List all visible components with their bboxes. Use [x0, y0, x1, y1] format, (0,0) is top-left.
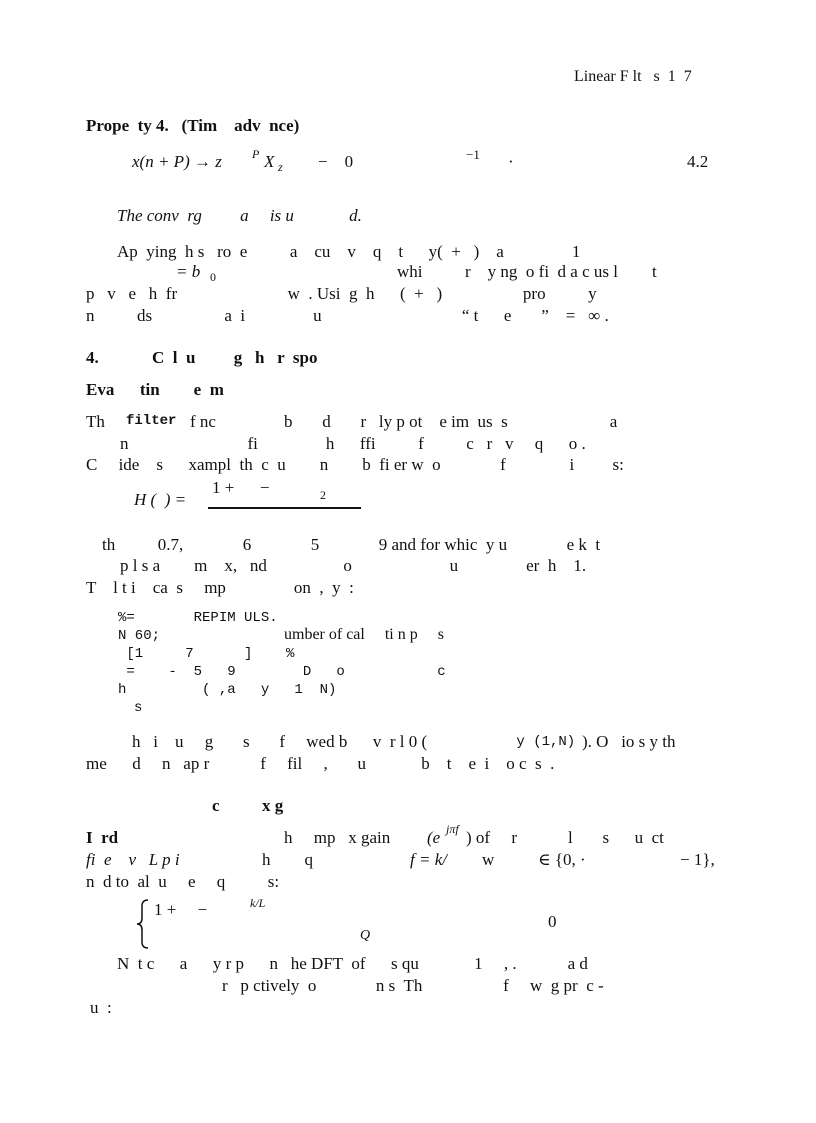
- paragraph-2-line-3: C ide s xampl th c u n b fi er w o f i s:: [86, 455, 624, 474]
- left-brace: [134, 898, 152, 950]
- paragraph-3-line-2: p l s a m x, nd o u er h 1.: [120, 556, 587, 575]
- section-number: 4.: [86, 348, 99, 367]
- paragraph-5-line-1-c: (e: [427, 828, 441, 847]
- paragraph-2-line-1-a: Th: [86, 412, 105, 431]
- paragraph-5-line-2-e: ∈ {0, ·: [538, 850, 586, 869]
- paragraph-5-line-2-c: f = k/: [410, 850, 447, 869]
- subsection-2-heading: c x g: [212, 796, 284, 815]
- transfer-function-numerator: 1 + −: [212, 478, 300, 497]
- property-equation-x: X: [264, 152, 275, 171]
- paragraph-1-line-2-sub: 0: [210, 270, 216, 284]
- cases-value: 0: [548, 912, 557, 931]
- paragraph-6-line-1: N t c a y r p n he DFT of s qu 1 , . a d: [117, 954, 588, 973]
- paragraph-6-line-3: u :: [90, 998, 112, 1017]
- code-line-5: h ( ,a y 1 N): [118, 682, 337, 698]
- code-line-1: %= REPIM ULS.: [118, 610, 278, 626]
- paragraph-5-line-1-d: ) of r l s u ct: [466, 828, 664, 847]
- paragraph-5-line-1-a: I rd: [86, 828, 119, 847]
- paragraph-6-line-2: r p ctively o n s Th f w g pr c -: [222, 976, 604, 995]
- code-line-2: N 60;: [118, 628, 161, 644]
- fraction-bar: [208, 507, 361, 509]
- paragraph-5-line-2-a: fi e v L p i: [86, 850, 180, 869]
- paragraph-1-line-3: p v e h fr w . Usi g h ( + ) pro y: [86, 284, 597, 303]
- paragraph-4-code: y (1,N): [508, 734, 576, 750]
- paragraph-1-line-1: Ap ying h s ro e a cu v q t y( + ) a 1: [117, 242, 581, 261]
- paragraph-2-line-1-b: f nc b d r ly p ot e im us s a: [190, 412, 618, 431]
- paragraph-3-line-1: th 0.7, 6 5 9 and for whic y u e k t: [102, 535, 601, 554]
- transfer-function-num-sub: 2: [320, 488, 326, 502]
- section-title: C l u g h r spo: [152, 348, 318, 367]
- convergence-note: The conv rg a is u d.: [117, 206, 362, 225]
- filter-code: filter: [126, 413, 177, 429]
- property-equation-lhs: x(n + P) → z: [132, 152, 222, 171]
- cases-row-1-sup: k/L: [250, 896, 266, 910]
- paragraph-5-line-3: n d to al u e q s:: [86, 872, 280, 891]
- paragraph-5-line-1-sup: jπf: [446, 822, 459, 836]
- subsection-heading: Eva tin e m: [86, 380, 224, 399]
- cases-row-1: 1 + −: [154, 900, 208, 919]
- paragraph-3-line-3: T l t i ca s mp on , y :: [86, 578, 354, 597]
- property-equation-minus: − 0: [318, 152, 354, 171]
- paragraph-4-line-1-b: ). O io s y th: [582, 732, 676, 751]
- paragraph-1-line-4: n ds a i u “ t e ” = ∞ .: [86, 306, 609, 325]
- transfer-function-lhs: H ( ) =: [134, 490, 187, 509]
- code-line-4: = - 5 9 D o c: [118, 664, 446, 680]
- paragraph-2-line-2: n fi h ffi f c r v q o .: [120, 434, 586, 453]
- property-equation-exp: −1: [466, 147, 480, 162]
- equation-number: 4.2: [687, 152, 709, 171]
- cases-row-2-sub: Q: [360, 928, 371, 943]
- running-head: Linear F lt s 1 7: [574, 68, 692, 85]
- property-equation-sup: P: [252, 147, 260, 161]
- property-equation-sub: z: [278, 160, 283, 174]
- paragraph-1-line-2-a: = b: [176, 262, 201, 281]
- paragraph-5-line-1-b: h mp x gain: [284, 828, 391, 847]
- paragraph-5-line-2-f: − 1},: [680, 850, 715, 869]
- paragraph-4-line-1-a: h i u g s f wed b v r l 0 (: [132, 732, 428, 751]
- paragraph-1-line-2-c: whi r y ng o fi d a c us l t: [397, 262, 657, 281]
- property-heading: Prope ty 4. (Tim adv nce): [86, 116, 300, 135]
- code-line-6: s: [134, 700, 143, 716]
- paragraph-5-line-2-d: w: [482, 850, 495, 869]
- paragraph-5-line-2-b: h q: [262, 850, 313, 869]
- code-line-2-comment: umber of cal ti n p s: [284, 626, 444, 643]
- code-line-3: [1 7 ] %: [118, 646, 295, 662]
- paragraph-4-line-2: me d n ap r f fil , u b t e i o c s .: [86, 754, 555, 773]
- property-equation-dot: ·: [508, 152, 514, 171]
